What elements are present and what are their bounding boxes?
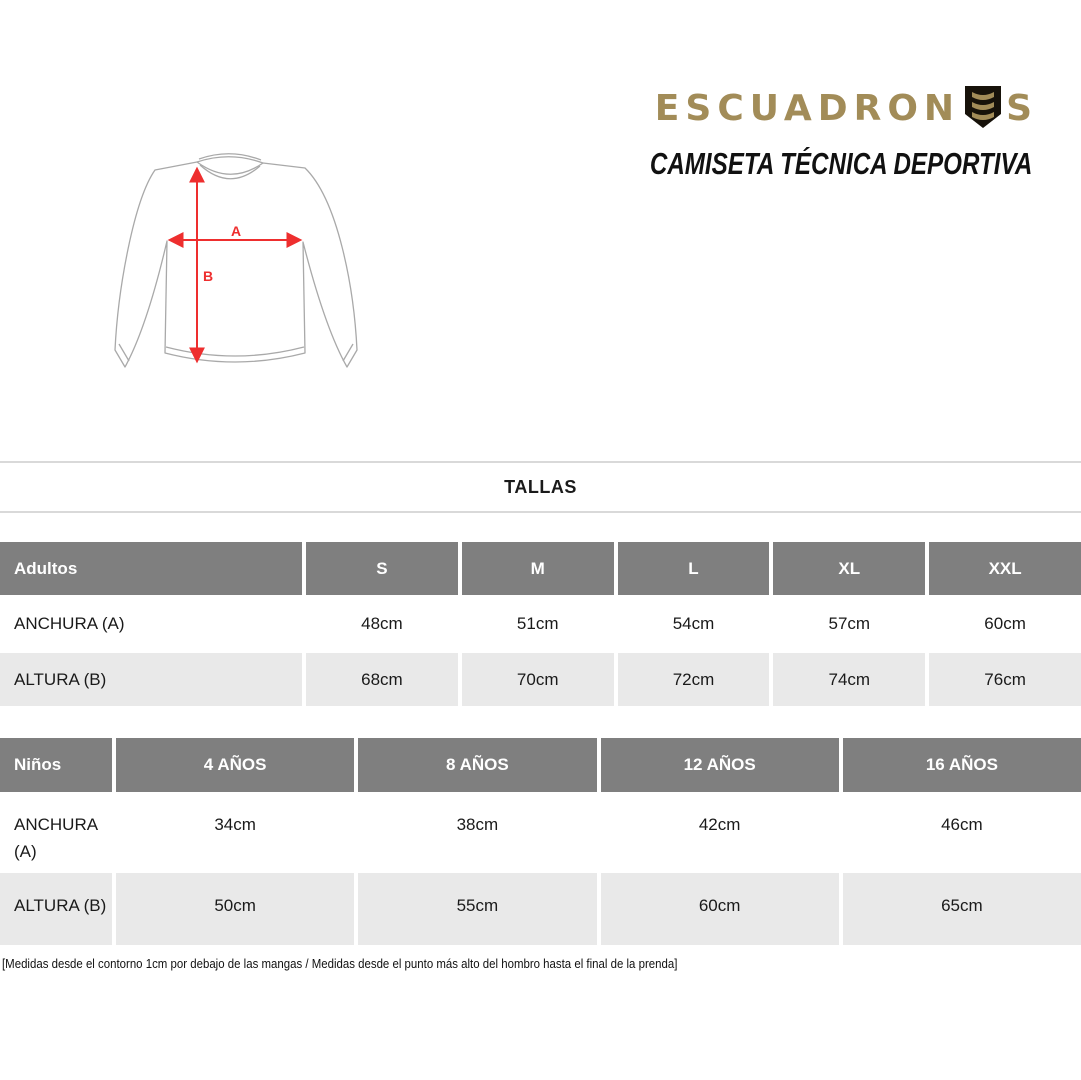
adults-height-value-xxl: 76cm (929, 653, 1081, 706)
kids-header-age-4: 4 AÑOS (116, 738, 354, 792)
kids-width-value-12: 42cm (698, 815, 741, 834)
kids-header-age-8: 8 AÑOS (358, 738, 596, 792)
brand-block (612, 84, 1032, 194)
adults-row-height-label: ALTURA (B) (0, 653, 302, 706)
height-arrow-label: B (203, 268, 214, 284)
adults-width-value-s: 48cm (361, 614, 403, 633)
adults-row-width-label: ANCHURA (A) (14, 614, 125, 633)
adults-width-value-xxl: 60cm (984, 614, 1026, 633)
kids-width-value-4: 34cm (214, 815, 256, 834)
divider-bottom (0, 511, 1081, 513)
brand-logo-text-right: S (1006, 88, 1032, 129)
section-title: TALLAS (504, 477, 577, 497)
adults-height-value-s: 68cm (306, 653, 458, 706)
kids-header-age-12: 12 AÑOS (601, 738, 839, 792)
width-arrow-label: A (230, 223, 242, 239)
kids-width-value-16: 46cm (941, 815, 983, 834)
shield-icon (963, 84, 1003, 130)
product-title: CAMISETA TÉCNICA DEPORTIVA (649, 146, 1032, 181)
brand-logo-text-left: ESCUADRON (654, 88, 961, 129)
adults-header-group: Adultos (0, 542, 302, 595)
kids-width-value-8: 38cm (456, 815, 499, 834)
kids-size-table (0, 738, 1081, 945)
adults-height-value-m: 70cm (462, 653, 614, 706)
shirt-outline (115, 154, 357, 367)
kids-row-height-label: ALTURA (B) (0, 873, 112, 945)
adults-header-size-l: L (618, 542, 770, 595)
kids-height-value-12: 60cm (601, 873, 839, 945)
kids-row-width-label: ANCHURA (A) (14, 815, 98, 861)
adults-header-size-xxl: XXL (929, 542, 1081, 595)
shirt-measurement-diagram (100, 138, 372, 390)
kids-header-group: Niños (0, 738, 112, 792)
kids-height-value-4: 50cm (116, 873, 354, 945)
adults-width-value-xl: 57cm (828, 614, 871, 633)
adults-width-value-m: 51cm (516, 614, 559, 633)
divider-top (0, 461, 1081, 463)
adults-header-size-xl: XL (773, 542, 925, 595)
brand-logo (655, 84, 1032, 134)
adults-width-value-l: 54cm (672, 614, 715, 633)
kids-height-value-8: 55cm (358, 873, 596, 945)
measurement-footnote: [Medidas desde el contorno 1cm por debajo de las mangas / Medidas desde el punto más alto del hombro hasta el final de la prenda] (2, 956, 678, 971)
adults-header-size-m: M (462, 542, 614, 595)
kids-height-value-16: 65cm (843, 873, 1081, 945)
adults-height-value-l: 72cm (618, 653, 770, 706)
kids-header-age-16: 16 AÑOS (843, 738, 1081, 792)
adults-height-value-xl: 74cm (773, 653, 925, 706)
adults-size-table (0, 542, 1081, 706)
adults-header-size-s: S (306, 542, 458, 595)
